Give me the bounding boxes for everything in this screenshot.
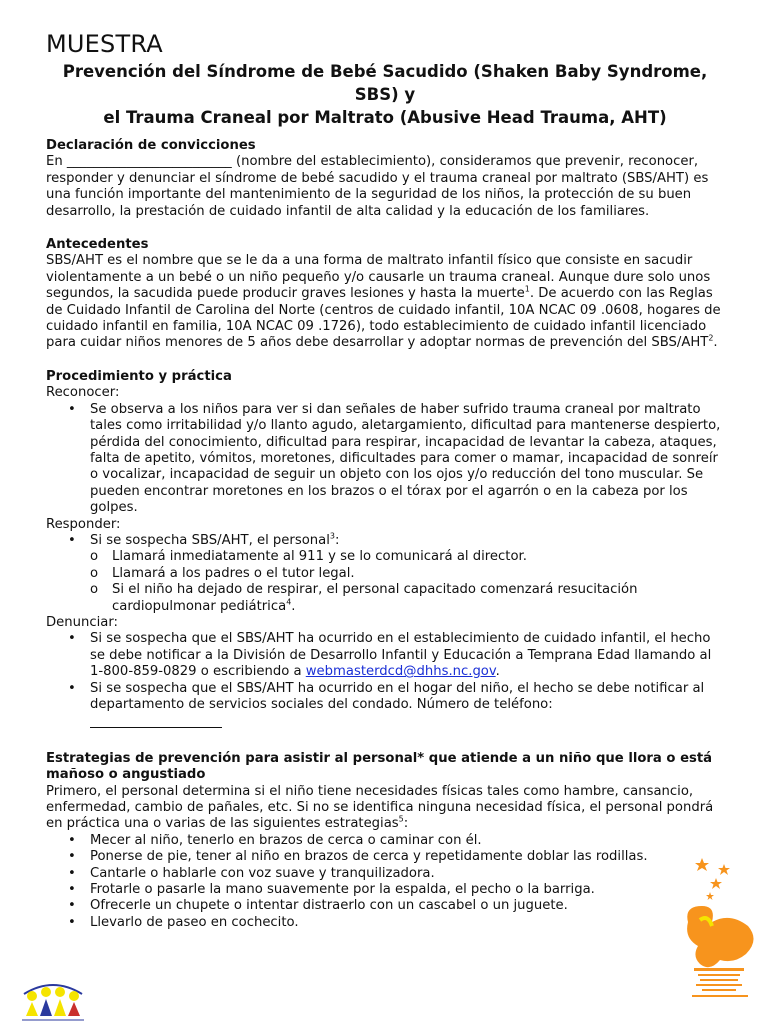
list-item: • Ofrecerle un chupete o intentar distraerlo con un cascabel o un juguete.	[90, 898, 722, 914]
sub-item-end: .	[291, 598, 296, 614]
title-line-1: Prevención del Síndrome de Bebé Sacudido (Shaken Baby Syndrome, SBS) y	[62, 62, 708, 104]
footnote-ref-2: 2	[708, 334, 714, 344]
list-responder	[46, 533, 722, 615]
heading-declaracion: Declaración de convicciones	[46, 138, 256, 153]
list-item	[90, 681, 722, 734]
title-line-2: el Trauma Craneal por Maltrato (Abusive Head Trauma, AHT)	[103, 108, 667, 127]
child-care-center-logo-icon	[680, 856, 758, 1004]
denunciar-text-1: Si se sospecha que el SBS/AHT ha ocurrido en el establecimiento de cuidado infantil, el hecho se debe notificar a la División de Desarrollo Infantil y Educación a Temprana Edad llamando al 1-800-859-0829 o escribiendo a	[90, 631, 712, 680]
list-item: • Ponerse de pie, tener al niño en brazos de cerca y repetidamente doblar las rodillas.	[90, 849, 722, 865]
list-item	[90, 533, 722, 615]
estrategias-intro-end: :	[403, 816, 409, 832]
heading-antecedentes: Antecedentes	[46, 237, 149, 253]
section-declaracion	[46, 138, 722, 220]
list-item	[90, 631, 722, 680]
facility-name-blank: _________________________	[66, 154, 232, 170]
list-item: • Frotarle o pasarle la mano suavemente por la espalda, el pecho o la barriga.	[90, 882, 722, 898]
email-link[interactable]: webmasterdcd@dhhs.nc.gov	[305, 664, 496, 680]
sub-list-item: o Llamará a los padres o el tutor legal.	[112, 566, 722, 582]
label-responder: Responder:	[46, 516, 121, 532]
list-item: • Cantarle o hablarle con voz suave y tranquilizadora.	[90, 866, 722, 882]
children-logo-icon	[14, 972, 92, 1024]
denunciar-text-1-end: .	[495, 664, 500, 680]
sub-list-item	[112, 582, 722, 615]
footnote-ref-3: 3	[329, 531, 335, 541]
declaracion-prefix: En	[46, 154, 63, 170]
section-procedimiento	[46, 369, 722, 734]
estrategias-intro: Primero, el personal determina si el niño tiene necesidades físicas tales como hambre, cansancio, enfermedad, cambio de pañales, etc. Si no se identifica ninguna necesidad física, el personal pondrá en práctica una o varias de las siguientes estrategias	[46, 783, 714, 832]
list-estrategias	[46, 833, 722, 931]
section-estrategias	[46, 751, 722, 931]
responder-text: Si se sospecha SBS/AHT, el personal	[90, 532, 330, 548]
document-body	[46, 138, 722, 931]
list-item: • Llevarlo de paseo en cochecito.	[90, 915, 722, 931]
list-item: • Mecer al niño, tenerlo en brazos de cerca o caminar con él.	[90, 833, 722, 849]
antecedentes-text-c: .	[713, 335, 718, 351]
heading-procedimiento: Procedimiento y práctica	[46, 368, 232, 384]
heading-estrategias: Estrategias de prevención para asistir al personal* que atiende a un niño que llora o está mañoso o angustiado	[46, 750, 713, 783]
page-title	[60, 60, 710, 129]
paragraph-estrategias	[46, 784, 722, 833]
paragraph-antecedentes	[46, 253, 722, 351]
sample-watermark: MUESTRA	[46, 30, 163, 58]
footnote-ref-1: 1	[524, 284, 530, 294]
label-reconocer: Reconocer:	[46, 385, 120, 401]
phone-number-blank	[90, 713, 222, 728]
list-responder-sub	[90, 549, 722, 615]
denunciar-text-2: Si se sospecha que el SBS/AHT ha ocurrido en el hogar del niño, el hecho se debe notificar al departamento de servicios sociales del condado. Número de teléfono:	[90, 680, 705, 712]
paragraph-declaracion	[46, 154, 722, 220]
list-denunciar	[46, 631, 722, 733]
footnote-ref-5: 5	[398, 815, 404, 825]
label-denunciar: Denunciar:	[46, 614, 118, 630]
sub-list-item: o Llamará inmediatamente al 911 y se lo comunicará al director.	[112, 549, 722, 565]
antecedentes-text-b: . De acuerdo con las Reglas de Cuidado Infantil de Carolina del Norte (centros de cuidado infantil, 10A NCAC 09 .0608, hogares de cuidado infantil en familia, 10A NCAC 09 .1726), todo establecimiento de cuidado infantil licenciado para cuidar niños menores de 5 años debe desarrollar y adoptar normas de prevención del SBS/AHT	[46, 286, 721, 351]
declaracion-text: (nombre del establecimiento), consideramos que prevenir, reconocer, responder y denunciar el síndrome de bebé sacudido y el trauma craneal por maltrato (SBS/AHT) es una función importante del mantenimiento de la seguridad de los niños, la protección de su buen desarrollo, la prestación de cuidado infantil de alta calidad y la educación de los familiares.	[46, 154, 709, 219]
responder-colon: :	[334, 532, 340, 548]
list-reconocer	[46, 402, 722, 517]
section-antecedentes	[46, 237, 722, 352]
antecedentes-text-a: SBS/AHT es el nombre que se le da a una forma de maltrato infantil físico que consiste en sacudir violentamente a un bebé o un niño pequeño y/o causarle un trauma craneal. Aunque dure solo unos segundos, la sacudida puede producir graves lesiones y hasta la muerte	[46, 253, 711, 302]
footnote-ref-4: 4	[286, 597, 292, 607]
list-item: • Se observa a los niños para ver si dan señales de haber sufrido trauma craneal por maltrato tales como irritabilidad y/o llanto agudo, aletargamiento, dificultad para mantenerse despierto, pérdida del conocimiento, dificultad para respirar, incapacidad de levantar la cabeza, ataques, falta de apetito, vómitos, moretones, dificultades para comer o mamar, incapacidad de sonreír o vocalizar, incapacidad de seguir un objeto con los ojos y/o reducción del tono muscular. Se pueden encontrar moretones en los brazos o el tórax por el agarrón o en la cabeza por los golpes.	[90, 402, 722, 517]
sub-item-text: Si el niño ha dejado de respirar, el personal capacitado comenzará resucitación cardiopulmonar pediátrica	[112, 582, 638, 614]
